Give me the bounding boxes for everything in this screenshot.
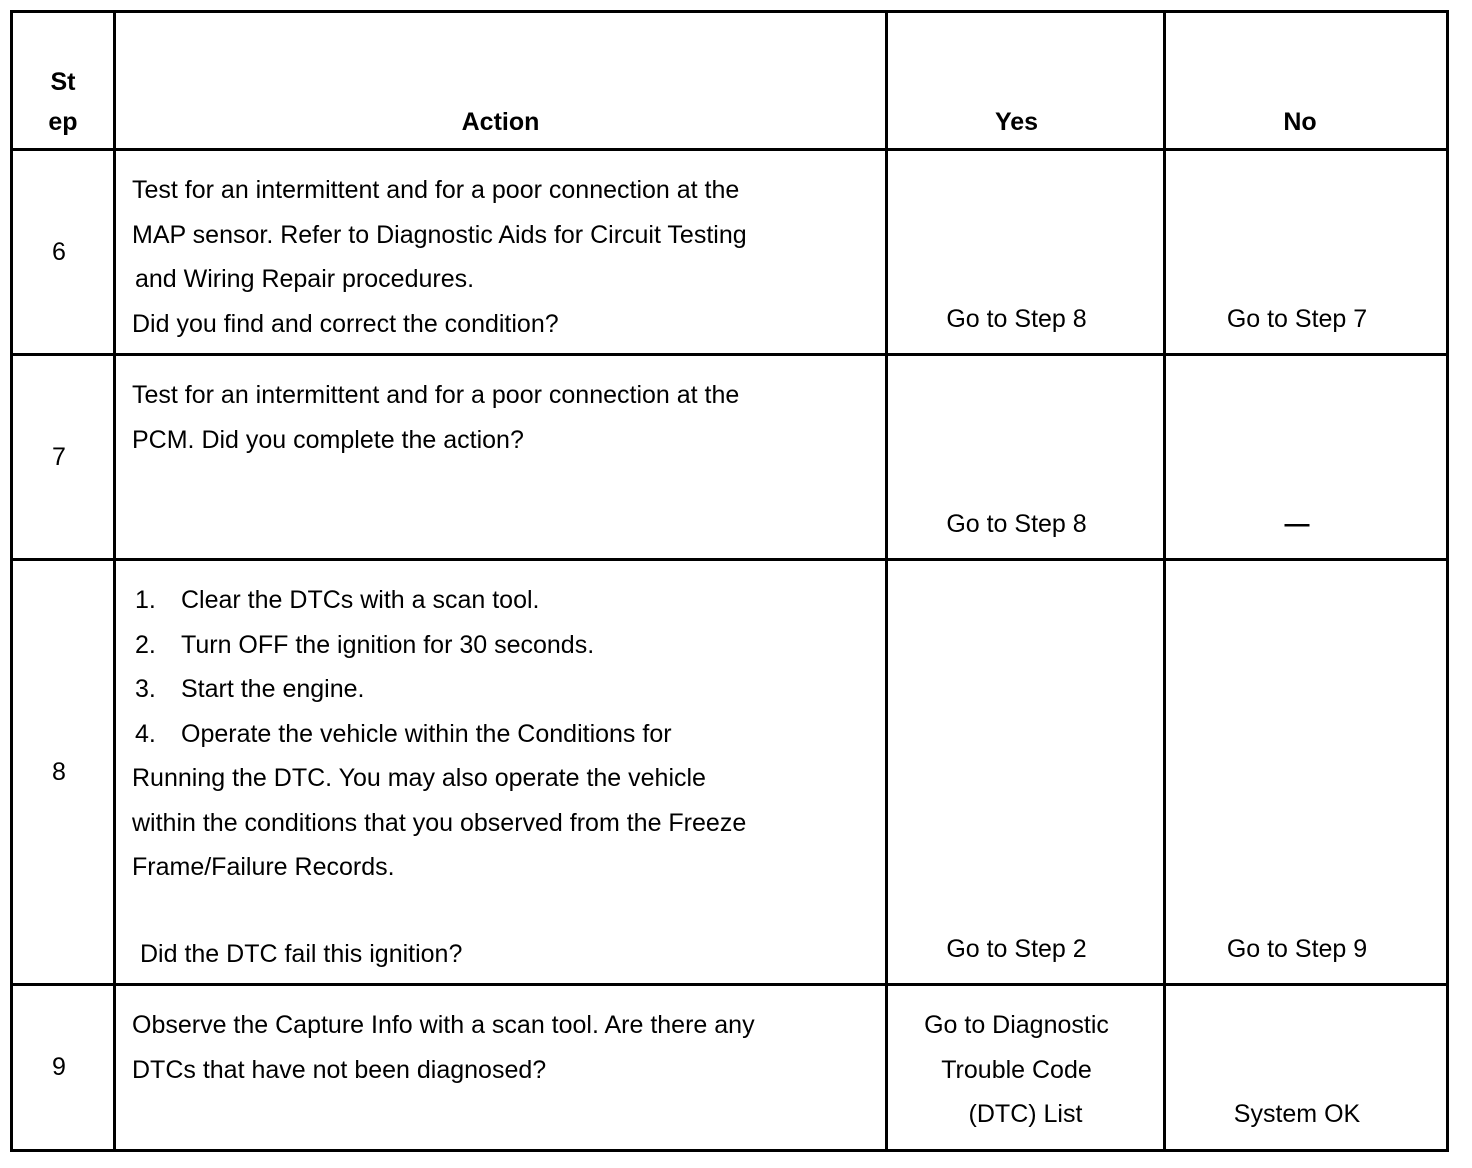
action-cell	[115, 355, 887, 560]
action-question: DTCs that have not been diagnosed?	[132, 1055, 547, 1084]
action-cell	[115, 560, 887, 985]
yes-result-line: Go to Diagnostic	[924, 1011, 1109, 1039]
no-result: System OK	[1165, 985, 1448, 1151]
list-item-number: 1.	[135, 586, 156, 614]
list-item-text: Clear the DTCs with a scan tool.	[181, 586, 540, 614]
list-item-text: Start the engine.	[181, 675, 365, 703]
list-item-text: Operate the vehicle within the Conditions for	[181, 719, 672, 748]
header-no: No	[1165, 12, 1448, 150]
header-step-line2: ep	[48, 108, 78, 136]
action-question: Did you find and correct the condition?	[132, 309, 559, 338]
table-header-row	[12, 12, 1448, 150]
header-step	[12, 12, 115, 150]
header-step-line1: St	[50, 68, 76, 96]
table-row-step-8	[12, 560, 1448, 985]
action-line: Test for an intermittent and for a poor connection at the	[132, 176, 740, 204]
list-item-number: 4.	[135, 719, 156, 748]
action-line: MAP sensor. Refer to Diagnostic Aids for Circuit Testing	[132, 220, 747, 249]
header-action: Action	[115, 12, 887, 150]
no-result: Go to Step 9	[1165, 560, 1448, 985]
action-question: PCM. Did you complete the action?	[132, 425, 524, 454]
action-cell	[115, 985, 887, 1151]
yes-result-line: (DTC) List	[968, 1100, 1083, 1128]
table-row-step-6	[12, 150, 1448, 355]
action-line: Frame/Failure Records.	[132, 853, 395, 881]
list-item-number: 2.	[135, 630, 156, 659]
list-item-number: 3.	[135, 675, 156, 703]
action-question: Did the DTC fail this ignition?	[140, 939, 463, 968]
yes-result	[887, 985, 1165, 1151]
table-row-step-9	[12, 985, 1448, 1151]
no-result: Go to Step 7	[1165, 150, 1448, 355]
action-line: and Wiring Repair procedures.	[135, 265, 475, 293]
diagnostic-table	[10, 10, 1449, 1152]
header-yes: Yes	[887, 12, 1165, 150]
list-item-text: Turn OFF the ignition for 30 seconds.	[181, 630, 595, 659]
line-spacer	[132, 890, 885, 932]
step-number: 8	[12, 560, 115, 985]
table-row-step-7	[12, 355, 1448, 560]
action-cell	[115, 150, 887, 355]
action-line: Test for an intermittent and for a poor connection at the	[132, 381, 740, 409]
action-line: Running the DTC. You may also operate the vehicle	[132, 764, 706, 792]
step-number: 9	[12, 985, 115, 1151]
step-number: 6	[12, 150, 115, 355]
action-line: Observe the Capture Info with a scan tool. Are there any	[132, 1011, 755, 1039]
yes-result: Go to Step 8	[887, 355, 1165, 560]
yes-result-line: Trouble Code	[941, 1055, 1092, 1084]
list-item	[132, 667, 885, 712]
list-item	[132, 712, 885, 757]
list-item	[132, 578, 885, 623]
no-result-dash: —	[1165, 355, 1448, 560]
yes-result: Go to Step 8	[887, 150, 1165, 355]
list-item	[132, 623, 885, 668]
step-number: 7	[12, 355, 115, 560]
yes-result: Go to Step 2	[887, 560, 1165, 985]
action-line: within the conditions that you observed from the Freeze	[132, 808, 747, 837]
